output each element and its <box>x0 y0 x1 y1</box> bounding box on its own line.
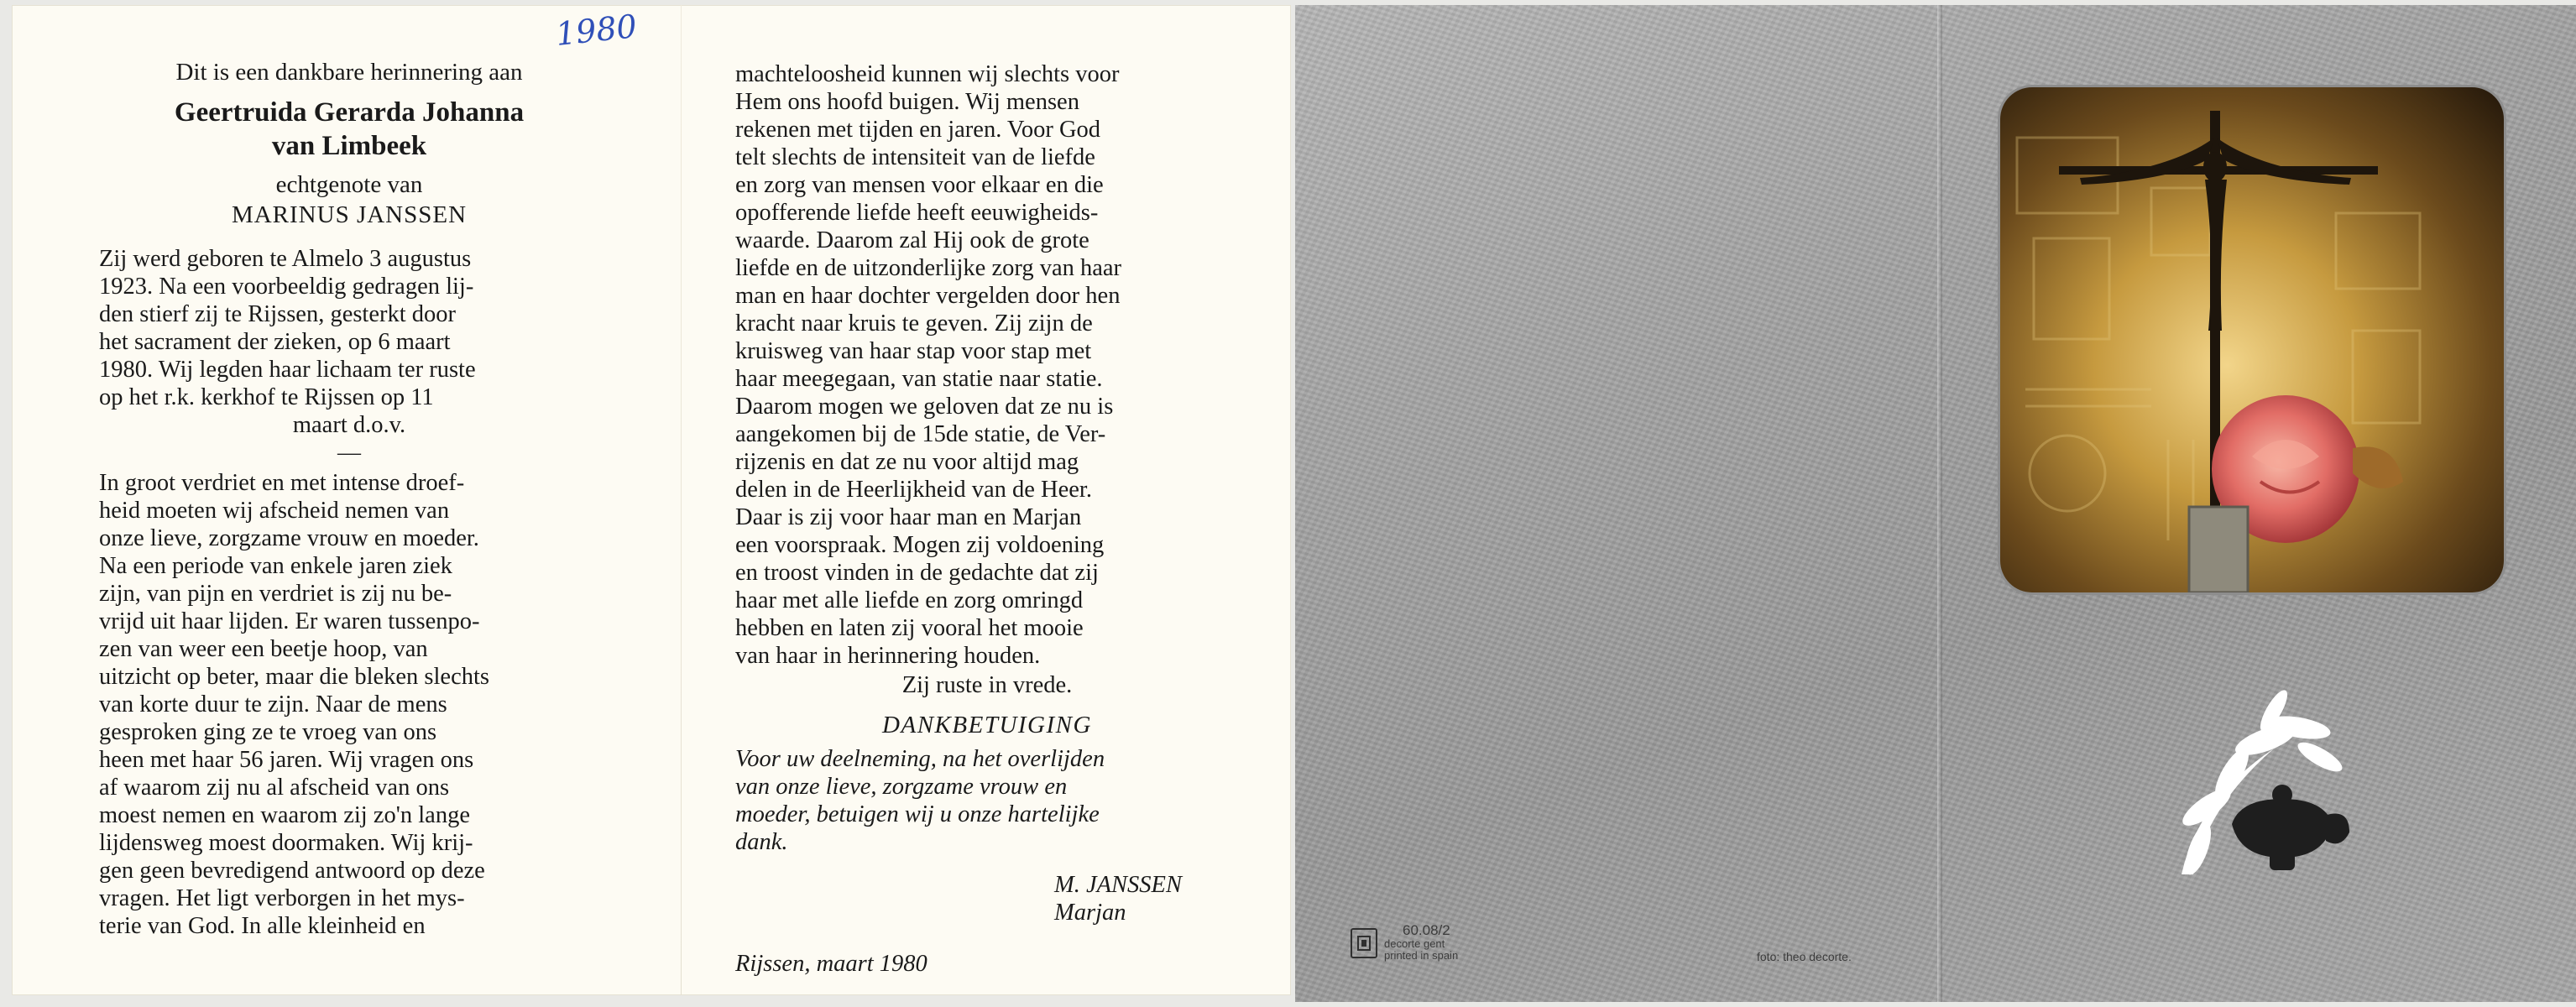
text-line: haar met alle liefde en zorg omringd <box>735 587 1084 613</box>
signer-2: Marjan <box>1054 900 1126 926</box>
text-line: Hem ons hoofd buigen. Wij mensen <box>735 89 1079 115</box>
handwritten-year: 1980 <box>553 8 639 53</box>
text-line: aangekomen bij de 15de statie, de Ver- <box>735 421 1106 447</box>
text-line: van korte duur te zijn. Naar de mens <box>99 691 447 717</box>
print-code: 60.08/2 <box>1403 922 1450 938</box>
memorial-text-left <box>99 469 599 940</box>
text-line: rijzenis en dat ze nu voor altijd mag <box>735 449 1079 475</box>
separator-dash: — <box>337 440 361 466</box>
right-column <box>735 60 1239 978</box>
text-line: kruisweg van haar stap voor stap met <box>735 338 1092 364</box>
text-line: een voorspraak. Mogen zij voldoening <box>735 532 1105 558</box>
bio-line: maart d.o.v. <box>292 412 406 438</box>
text-line: man en haar dochter vergelden door hen <box>735 283 1121 309</box>
text-line: en zorg van mensen voor elkaar en die <box>735 172 1104 198</box>
spouse-prefix: echtgenote van <box>275 171 423 198</box>
text-line: Na een periode van enkele jaren ziek <box>99 553 452 579</box>
text-line: moest nemen en waarom zij zo'n lange <box>99 802 470 828</box>
name-line-2: van Limbeek <box>271 131 427 161</box>
inner-fold-line <box>681 5 682 995</box>
intro-line: Dit is een dankbare herinnering aan <box>175 59 523 86</box>
signatories <box>1054 871 1239 926</box>
bio-line: Zij werd geboren te Almelo 3 augustus <box>99 246 472 272</box>
place-date: Rijssen, maart 1980 <box>735 951 927 977</box>
spouse-name: MARINUS JANSSEN <box>231 201 468 228</box>
text-line: hebben en laten zij vooral het mooie <box>735 615 1084 641</box>
bio-paragraph <box>99 245 599 439</box>
left-column <box>99 57 599 940</box>
card-outer-cover <box>1295 5 2576 1002</box>
text-line: In groot verdriet en met intense droef- <box>99 470 465 496</box>
text-line: rekenen met tijden en jaren. Voor God <box>735 117 1101 143</box>
text-line: zijn, van pijn en verdriet is zij nu be- <box>99 581 452 607</box>
text-line: terie van God. In alle kleinheid en <box>99 913 426 939</box>
text-line: uitzicht op beter, maar die bleken slechts <box>99 664 489 690</box>
printed-in: printed in spain <box>1384 949 1459 962</box>
closing-line: Zij ruste in vrede. <box>901 672 1073 698</box>
deceased-name <box>99 96 599 163</box>
text-line: onze lieve, zorgzame vrouw en moeder. <box>99 525 479 551</box>
text-line: kracht naar kruis te geven. Zij zijn de <box>735 310 1093 337</box>
text-line: lijdensweg moest doormaken. Wij krij- <box>99 830 473 856</box>
text-line: waarde. Daarom zal Hij ook de grote <box>735 227 1089 253</box>
text-line: liefde en de uitzonderlijke zorg van haar <box>735 255 1122 281</box>
bio-line: 1980. Wij legden haar lichaam ter ruste <box>99 357 476 383</box>
text-line: opofferende liefde heeft eeuwigheids- <box>735 200 1099 226</box>
text-line: machteloosheid kunnen wij slechts voor <box>735 61 1120 87</box>
thanks-paragraph <box>735 745 1239 856</box>
text-line: haar meegegaan, van statie naar statie. <box>735 366 1103 392</box>
memorial-text-right <box>735 60 1239 670</box>
thanks-line: van onze lieve, zorgzame vrouw en <box>735 774 1068 800</box>
text-line: van haar in herinnering houden. <box>735 643 1041 669</box>
printer-imprint <box>1351 923 1458 962</box>
thanks-line: dank. <box>735 829 788 855</box>
text-line: delen in de Heerlijkheid van de Heer. <box>735 477 1092 503</box>
signer-1: M. JANSSEN <box>1054 872 1182 898</box>
text-line: af waarom zij nu al afscheid van ons <box>99 775 450 801</box>
text-line: vragen. Het ligt verborgen in het mys- <box>99 885 465 911</box>
crucifix-rose-photo <box>2000 87 2504 592</box>
crucifix-rose-image <box>2000 87 2504 592</box>
bio-line: den stierf zij te Rijssen, gesterkt door <box>99 301 457 327</box>
text-line: Daarom mogen we geloven dat ze nu is <box>735 394 1114 420</box>
bio-line: 1923. Na een voorbeeldig gedragen lij- <box>99 274 474 300</box>
thanks-line: Voor uw deelneming, na het overlijden <box>735 746 1105 772</box>
lamp-branch-emblem <box>2148 681 2358 891</box>
text-line: heen met haar 56 jaren. Wij vragen ons <box>99 747 474 773</box>
text-line: gen geen bevredigend antwoord op deze <box>99 858 485 884</box>
bio-line: het sacrament der zieken, op 6 maart <box>99 329 451 355</box>
text-line: Daar is zij voor haar man en Marjan <box>735 504 1082 530</box>
printer-name: decorte gent <box>1384 937 1445 950</box>
text-line: gesproken ging ze te vroeg van ons <box>99 719 437 745</box>
cover-crease <box>1937 5 1942 1002</box>
printer-info <box>1384 923 1458 962</box>
oil-lamp-icon <box>2148 681 2358 891</box>
text-line: en troost vinden in de gedachte dat zij <box>735 560 1099 586</box>
card-inner-spread <box>12 5 1291 995</box>
decorte-logo-icon <box>1351 928 1377 958</box>
text-line: zen van weer een beetje hoop, van <box>99 636 428 662</box>
thanks-heading: DANKBETUIGING <box>882 712 1092 738</box>
text-line: heid moeten wij afscheid nemen van <box>99 498 450 524</box>
text-line: telt slechts de intensiteit van de liefde <box>735 144 1095 170</box>
name-line-1: Geertruida Gerarda Johanna <box>174 97 525 128</box>
bio-line: op het r.k. kerkhof te Rijssen op 11 <box>99 384 434 410</box>
text-line: vrijd uit haar lijden. Er waren tussenpo- <box>99 608 480 634</box>
photo-credit: foto: theo decorte. <box>1757 950 1852 963</box>
thanks-line: moeder, betuigen wij u onze hartelijke <box>735 801 1100 827</box>
